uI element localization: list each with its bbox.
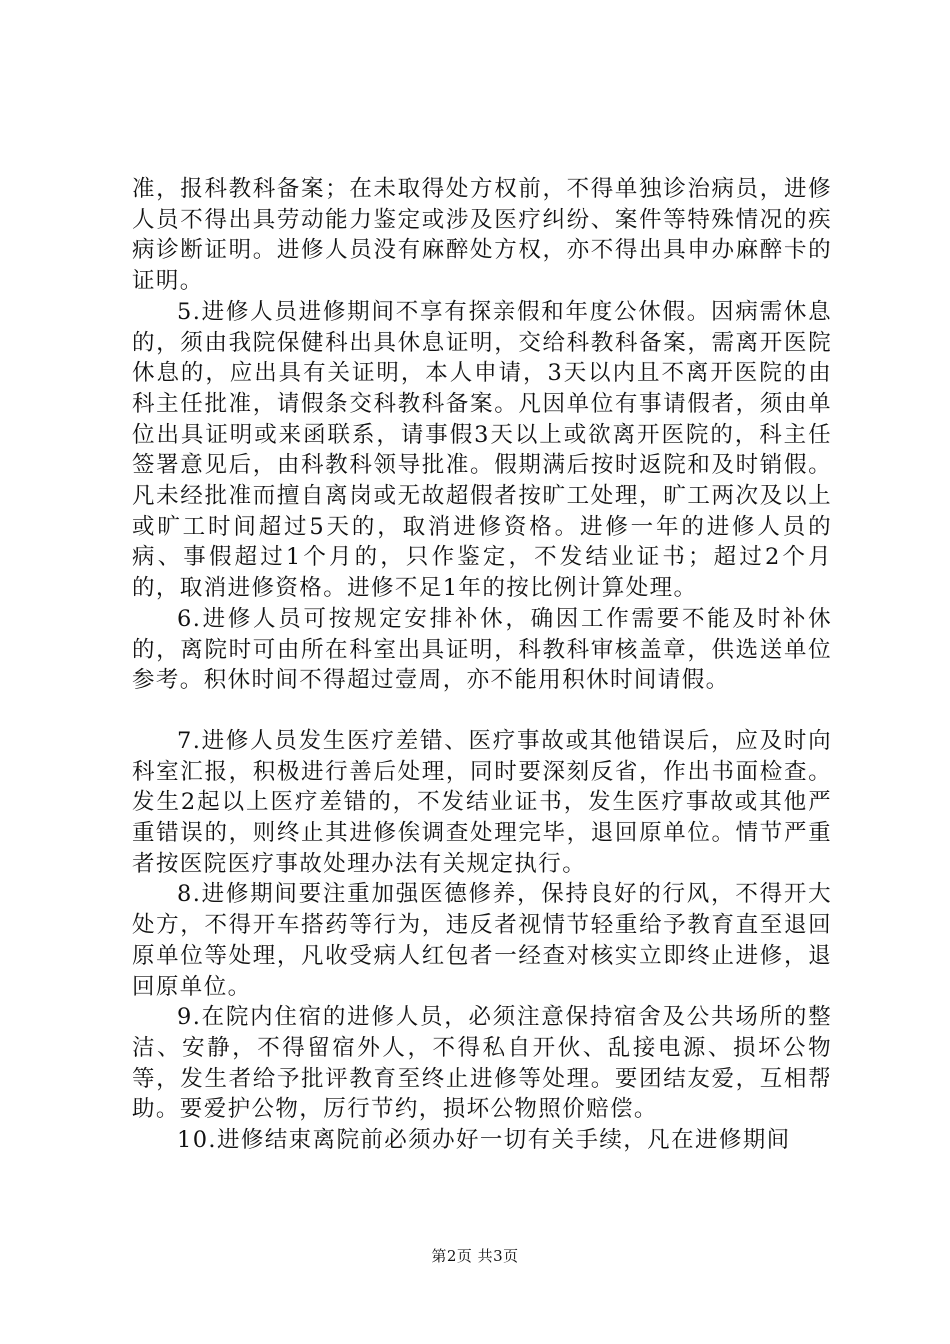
paragraph-continuation: 准，报科教科备案；在未取得处方权前，不得单独诊治病员，进修人员不得出具劳动能力鉴定或涉及医疗纠纷、案件等特殊情况的疾病诊断证明。进修人员没有麻醉处方权，亦不得出具申办麻醉卡的证明。 [132, 176, 832, 295]
page-footer: 第2页 共3页 [431, 1247, 519, 1265]
paragraph-item-9: 9.在院内住宿的进修人员，必须注意保持宿舍及公共场所的整洁、安静，不得留宿外人，不得私自开伙、乱接电源、损坏公物等，发生者给予批评教育至终止进修等处理。要团结友爱，互相帮助。要爱护公物，厉行节约，损坏公物照价赔偿。 [132, 1004, 832, 1123]
paragraph-item-8: 8.进修期间要注重加强医德修养，保持良好的行风，不得开大处方，不得开车搭药等行为，违反者视情节轻重给予教育直至退回原单位等处理，凡收受病人红包者一经查对核实立即终止进修，退回原单位。 [132, 881, 832, 1000]
document-body [132, 174, 832, 1156]
paragraph-item-5: 5.进修人员进修期间不享有探亲假和年度公休假。因病需休息的，须由我院保健科出具休息证明，交给科教科备案，需离开医院休息的，应出具有关证明，本人申请，3天以内且不离开医院的由科主任批准，请假条交科教科备案。凡因单位有事请假者，须由单位出具证明或来函联系，请事假3天以上或欲离开医院的，科主任签署意见后，由科教科领导批准。假期满后按时返院和及时销假。凡未经批准而擅自离岗或无故超假者按旷工处理，旷工两次及以上或旷工时间超过5天的，取消进修资格。进修一年的进修人员的病、事假超过1个月的，只作鉴定，不发结业证书；超过2个月的，取消进修资格。进修不足1年的按比例计算处理。 [132, 298, 832, 602]
paragraph-item-7: 7.进修人员发生医疗差错、医疗事故或其他错误后，应及时向科室汇报，积极进行善后处理，同时要深刻反省，作出书面检查。发生2起以上医疗差错的，不发结业证书，发生医疗事故或其他严重错误的，则终止其进修俟调查处理完毕，退回原单位。情节严重者按医院医疗事故处理办法有关规定执行。 [132, 727, 832, 877]
paragraph-item-10: 10.进修结束离院前必须办好一切有关手续，凡在进修期间 [177, 1127, 791, 1154]
paragraph-item-6: 6.进修人员可按规定安排补休，确因工作需要不能及时补休的，离院时可由所在科室出具证明，科教科审核盖章，供选送单位参考。积休时间不得超过壹周，亦不能用积休时间请假。 [132, 605, 832, 694]
